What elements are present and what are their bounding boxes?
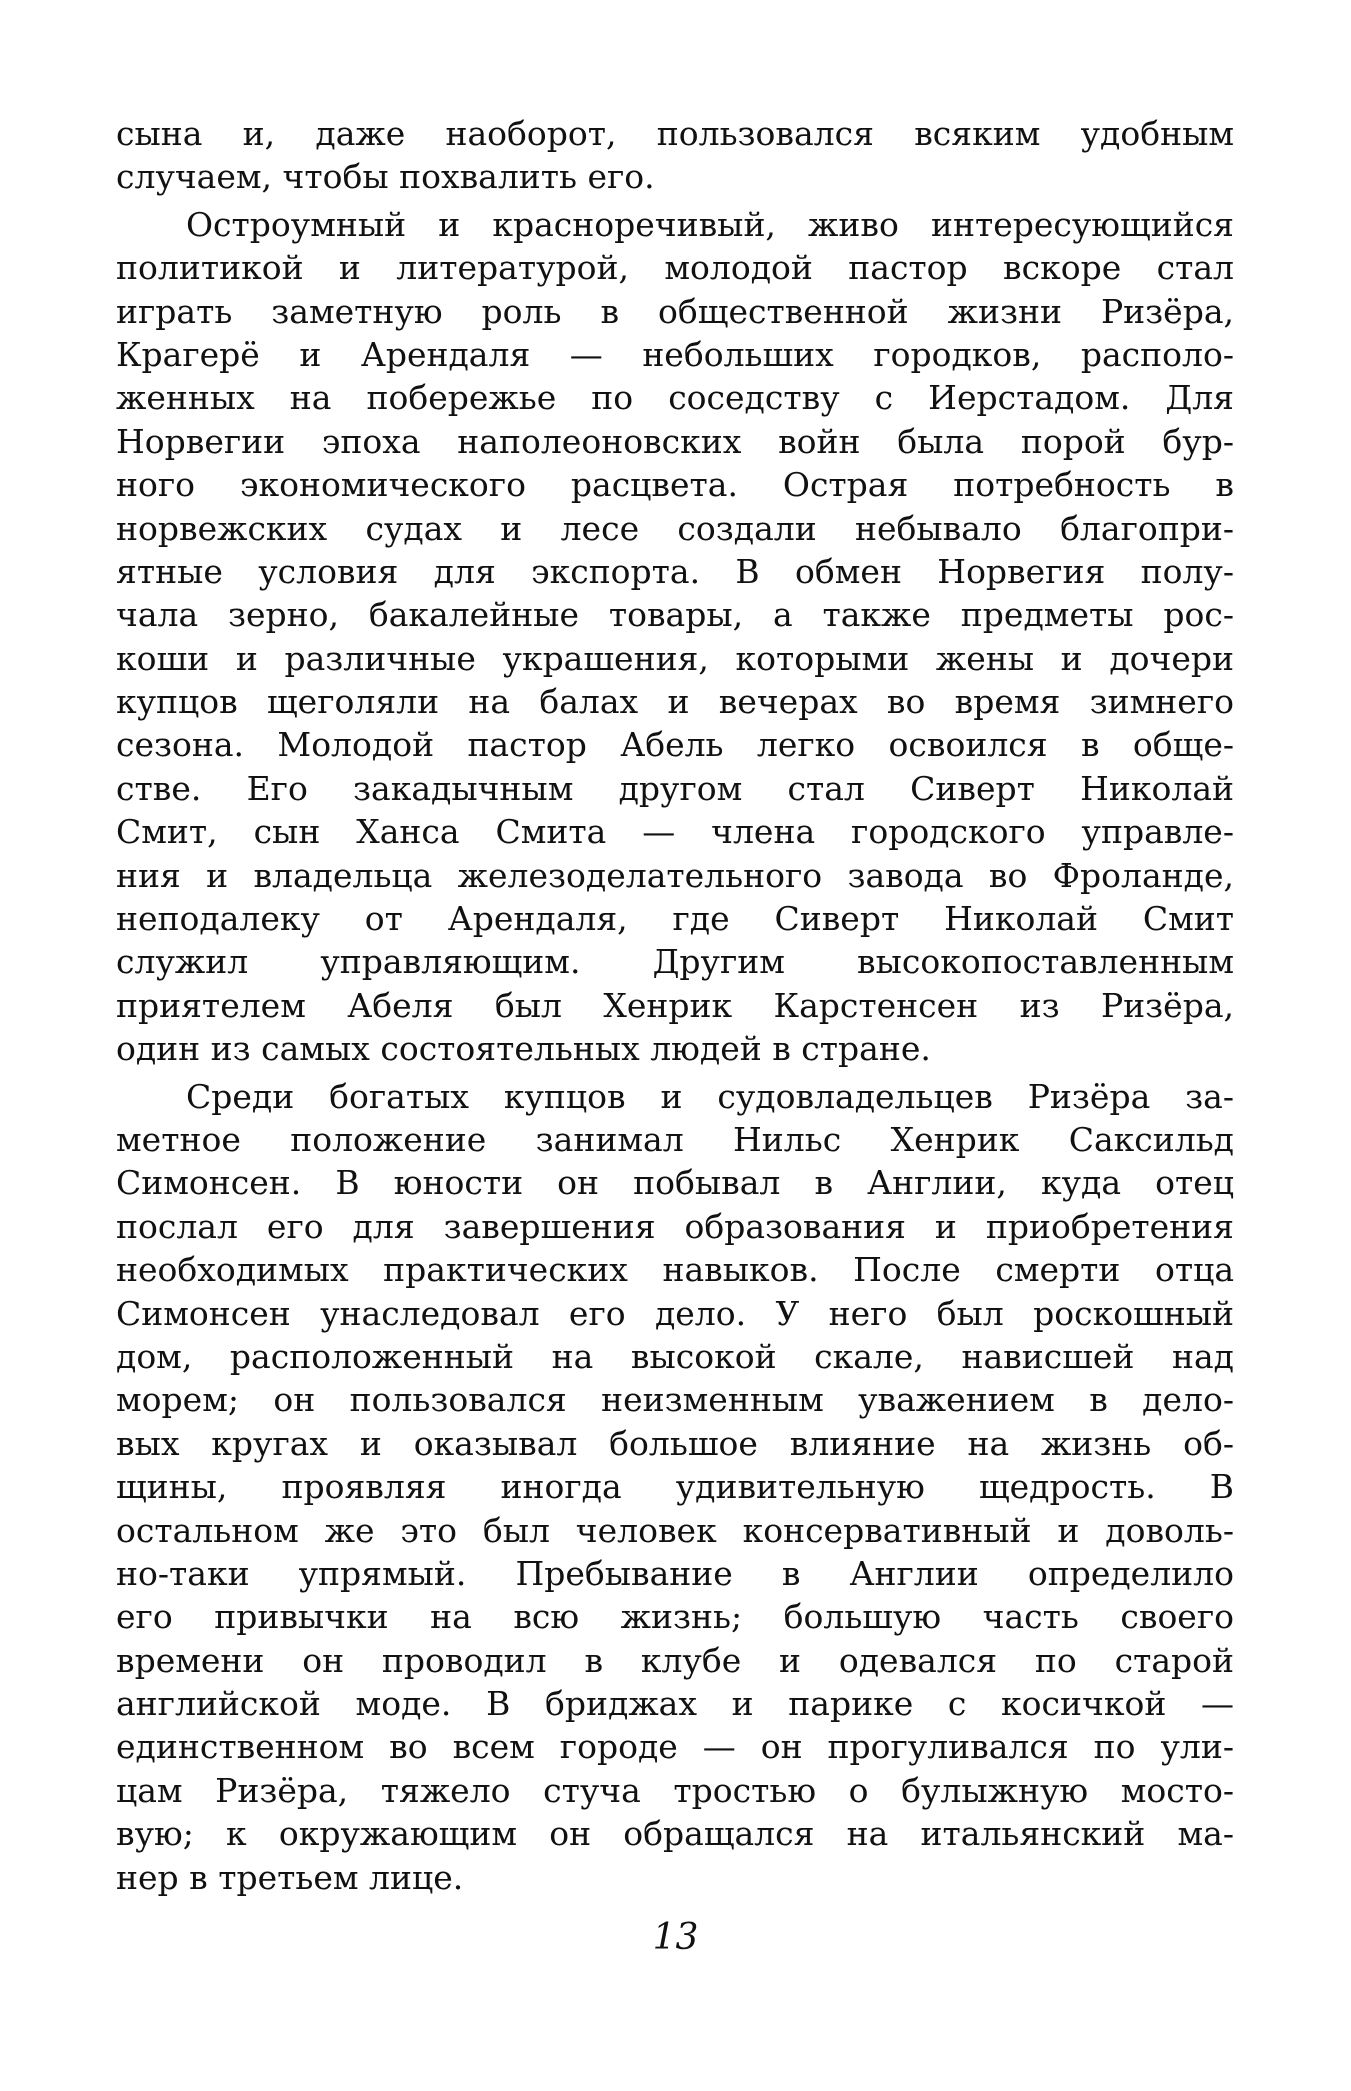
text-line: необходимых практических навыков. После смерти отца — [116, 1250, 1234, 1290]
page-text — [116, 112, 1234, 1899]
text-line: коши и различные украшения, которыми жены и дочери — [116, 638, 1234, 678]
text-line: ния и владельца железоделательного завода во Фроланде, — [116, 855, 1234, 895]
text-line: нер в третьем лице. — [116, 1857, 464, 1897]
text-line: сезона. Молодой пастор Абель легко освоился в обще- — [116, 725, 1234, 765]
text-line: политикой и литературой, молодой пастор вскоре стал — [116, 248, 1234, 288]
text-line: времени он проводил в клубе и одевался по старой — [116, 1640, 1234, 1680]
text-line: чала зерно, бакалейные товары, а также предметы рос- — [116, 595, 1234, 635]
text-line: Норвегии эпоха наполеоновских войн была порой бур- — [116, 421, 1234, 461]
text-line: морем; он пользовался неизменным уважением в дело- — [116, 1380, 1234, 1420]
text-line: метное положение занимал Нильс Хенрик Саксильд — [116, 1119, 1234, 1159]
text-line: один из самых состоятельных людей в стране. — [116, 1029, 931, 1069]
text-line: цам Ризёра, тяжело стуча тростью о булыжную мосто- — [116, 1770, 1234, 1810]
text-line: Симонсен. В юности он побывал в Англии, куда отец — [116, 1163, 1234, 1203]
text-line: вую; к окружающим он обращался на итальянский ма- — [116, 1814, 1234, 1854]
text-line: неподалеку от Арендаля, где Сиверт Николай Смит — [116, 899, 1234, 939]
text-line: щины, проявляя иногда удивительную щедрость. В — [116, 1467, 1234, 1507]
text-line: но-таки упрямый. Пребывание в Англии определило — [116, 1553, 1234, 1593]
text-line: Остроумный и красноречивый, живо интересующийся — [186, 204, 1234, 244]
text-line: единственном во всем городе — он прогуливался по ули- — [116, 1727, 1234, 1767]
text-line: норвежских судах и лесе создали небывало благопри- — [116, 508, 1234, 548]
text-line: его привычки на всю жизнь; большую часть своего — [116, 1597, 1234, 1637]
text-line: ятные условия для экспорта. В обмен Норвегия полу- — [116, 551, 1234, 591]
text-line: приятелем Абеля был Хенрик Карстенсен из Ризёра, — [116, 985, 1234, 1025]
text-line: остальном же это был человек консервативный и доволь- — [116, 1510, 1234, 1550]
text-line: играть заметную роль в общественной жизни Ризёра, — [116, 291, 1234, 331]
text-line: английской моде. В бриджах и парике с косичкой — — [116, 1684, 1234, 1724]
paragraph — [116, 203, 1234, 1071]
text-line: случаем, чтобы похвалить его. — [116, 157, 655, 197]
text-line: служил управляющим. Другим высокопоставленным — [116, 942, 1234, 982]
text-line: купцов щеголяли на балах и вечерах во время зимнего — [116, 682, 1234, 722]
text-line: Симонсен унаследовал его дело. У него был роскошный — [116, 1293, 1234, 1333]
text-line: послал его для завершения образования и приобретения — [116, 1206, 1234, 1246]
paragraph — [116, 112, 1234, 199]
paragraph — [116, 1075, 1234, 1899]
text-line: Среди богатых купцов и судовладельцев Ризёра за- — [186, 1076, 1234, 1116]
page-number: 13 — [652, 1917, 699, 1958]
text-line: стве. Его закадычным другом стал Сиверт Николай — [116, 768, 1234, 808]
text-line: дом, расположенный на высокой скале, нависшей над — [116, 1336, 1234, 1376]
text-line: вых кругах и оказывал большое влияние на жизнь об- — [116, 1423, 1234, 1463]
text-line: Крагерё и Арендаля — небольших городков, располо- — [116, 334, 1234, 374]
text-line: сына и, даже наоборот, пользовался всяким удобным — [116, 114, 1234, 153]
text-line: женных на побережье по соседству с Иерстадом. Для — [116, 378, 1234, 418]
text-line: ного экономического расцвета. Острая потребность в — [116, 465, 1234, 505]
text-line: Смит, сын Ханса Смита — члена городского управле- — [116, 812, 1234, 852]
